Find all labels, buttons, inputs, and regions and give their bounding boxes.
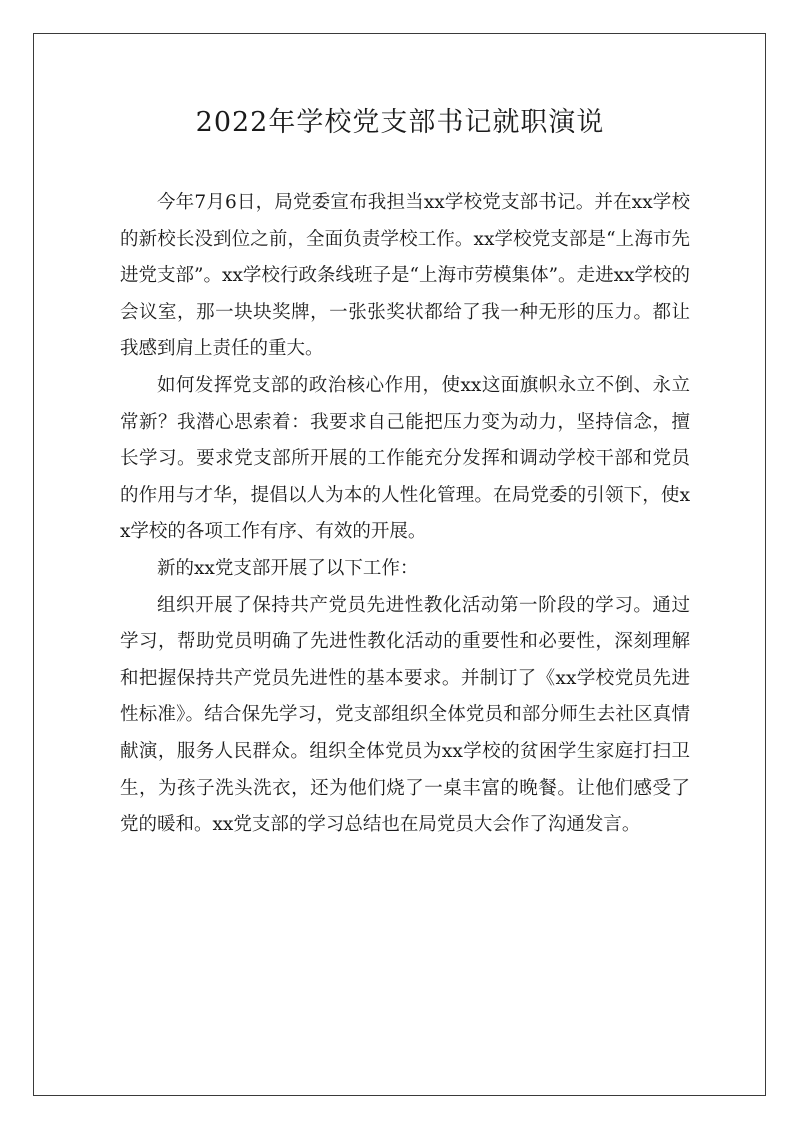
document-body — [120, 185, 690, 844]
paragraph-1: 今年7月6日，局党委宣布我担当xx学校党支部书记。并在xx学校的新校长没到位之前，全面负责学校工作。xx学校党支部是“上海市先进党支部”。xx学校行政条线班子是“上海市劳模集体”。走进xx学校的会议室，那一块块奖牌，一张张奖状都给了我一种无形的压力。都让我感到肩上责任的重大。 — [120, 192, 690, 360]
document-title: 2022年学校党支部书记就职演说 — [195, 107, 605, 138]
paragraph-4: 组织开展了保持共产党员先进性教化活动第一阶段的学习。通过学习，帮助党员明确了先进性教化活动的重要性和必要性，深刻理解和把握保持共产党员先进性的基本要求。并制订了《xx学校党员先进性标准》。结合保先学习，党支部组织全体党员和部分师生去社区真情献演，服务人民群众。组织全体党员为xx学校的贫困学生家庭打扫卫生，为孩子洗头洗衣，还为他们烧了一桌丰富的晚餐。让他们感受了党的暖和。xx党支部的学习总结也在局党员大会作了沟通发言。 — [120, 594, 690, 836]
paragraph-2: 如何发挥党支部的政治核心作用，使xx这面旗帜永立不倒、永立常新？我潜心思索着：我要求自己能把压力变为动力，坚持信念，擅长学习。要求党支部所开展的工作能充分发挥和调动学校干部和党员的作用与才华，提倡以人为本的人性化管理。在局党委的引领下，使xx学校的各项工作有序、有效的开展。 — [120, 374, 690, 543]
paragraph-3: 新的xx党支部开展了以下工作： — [157, 557, 419, 579]
